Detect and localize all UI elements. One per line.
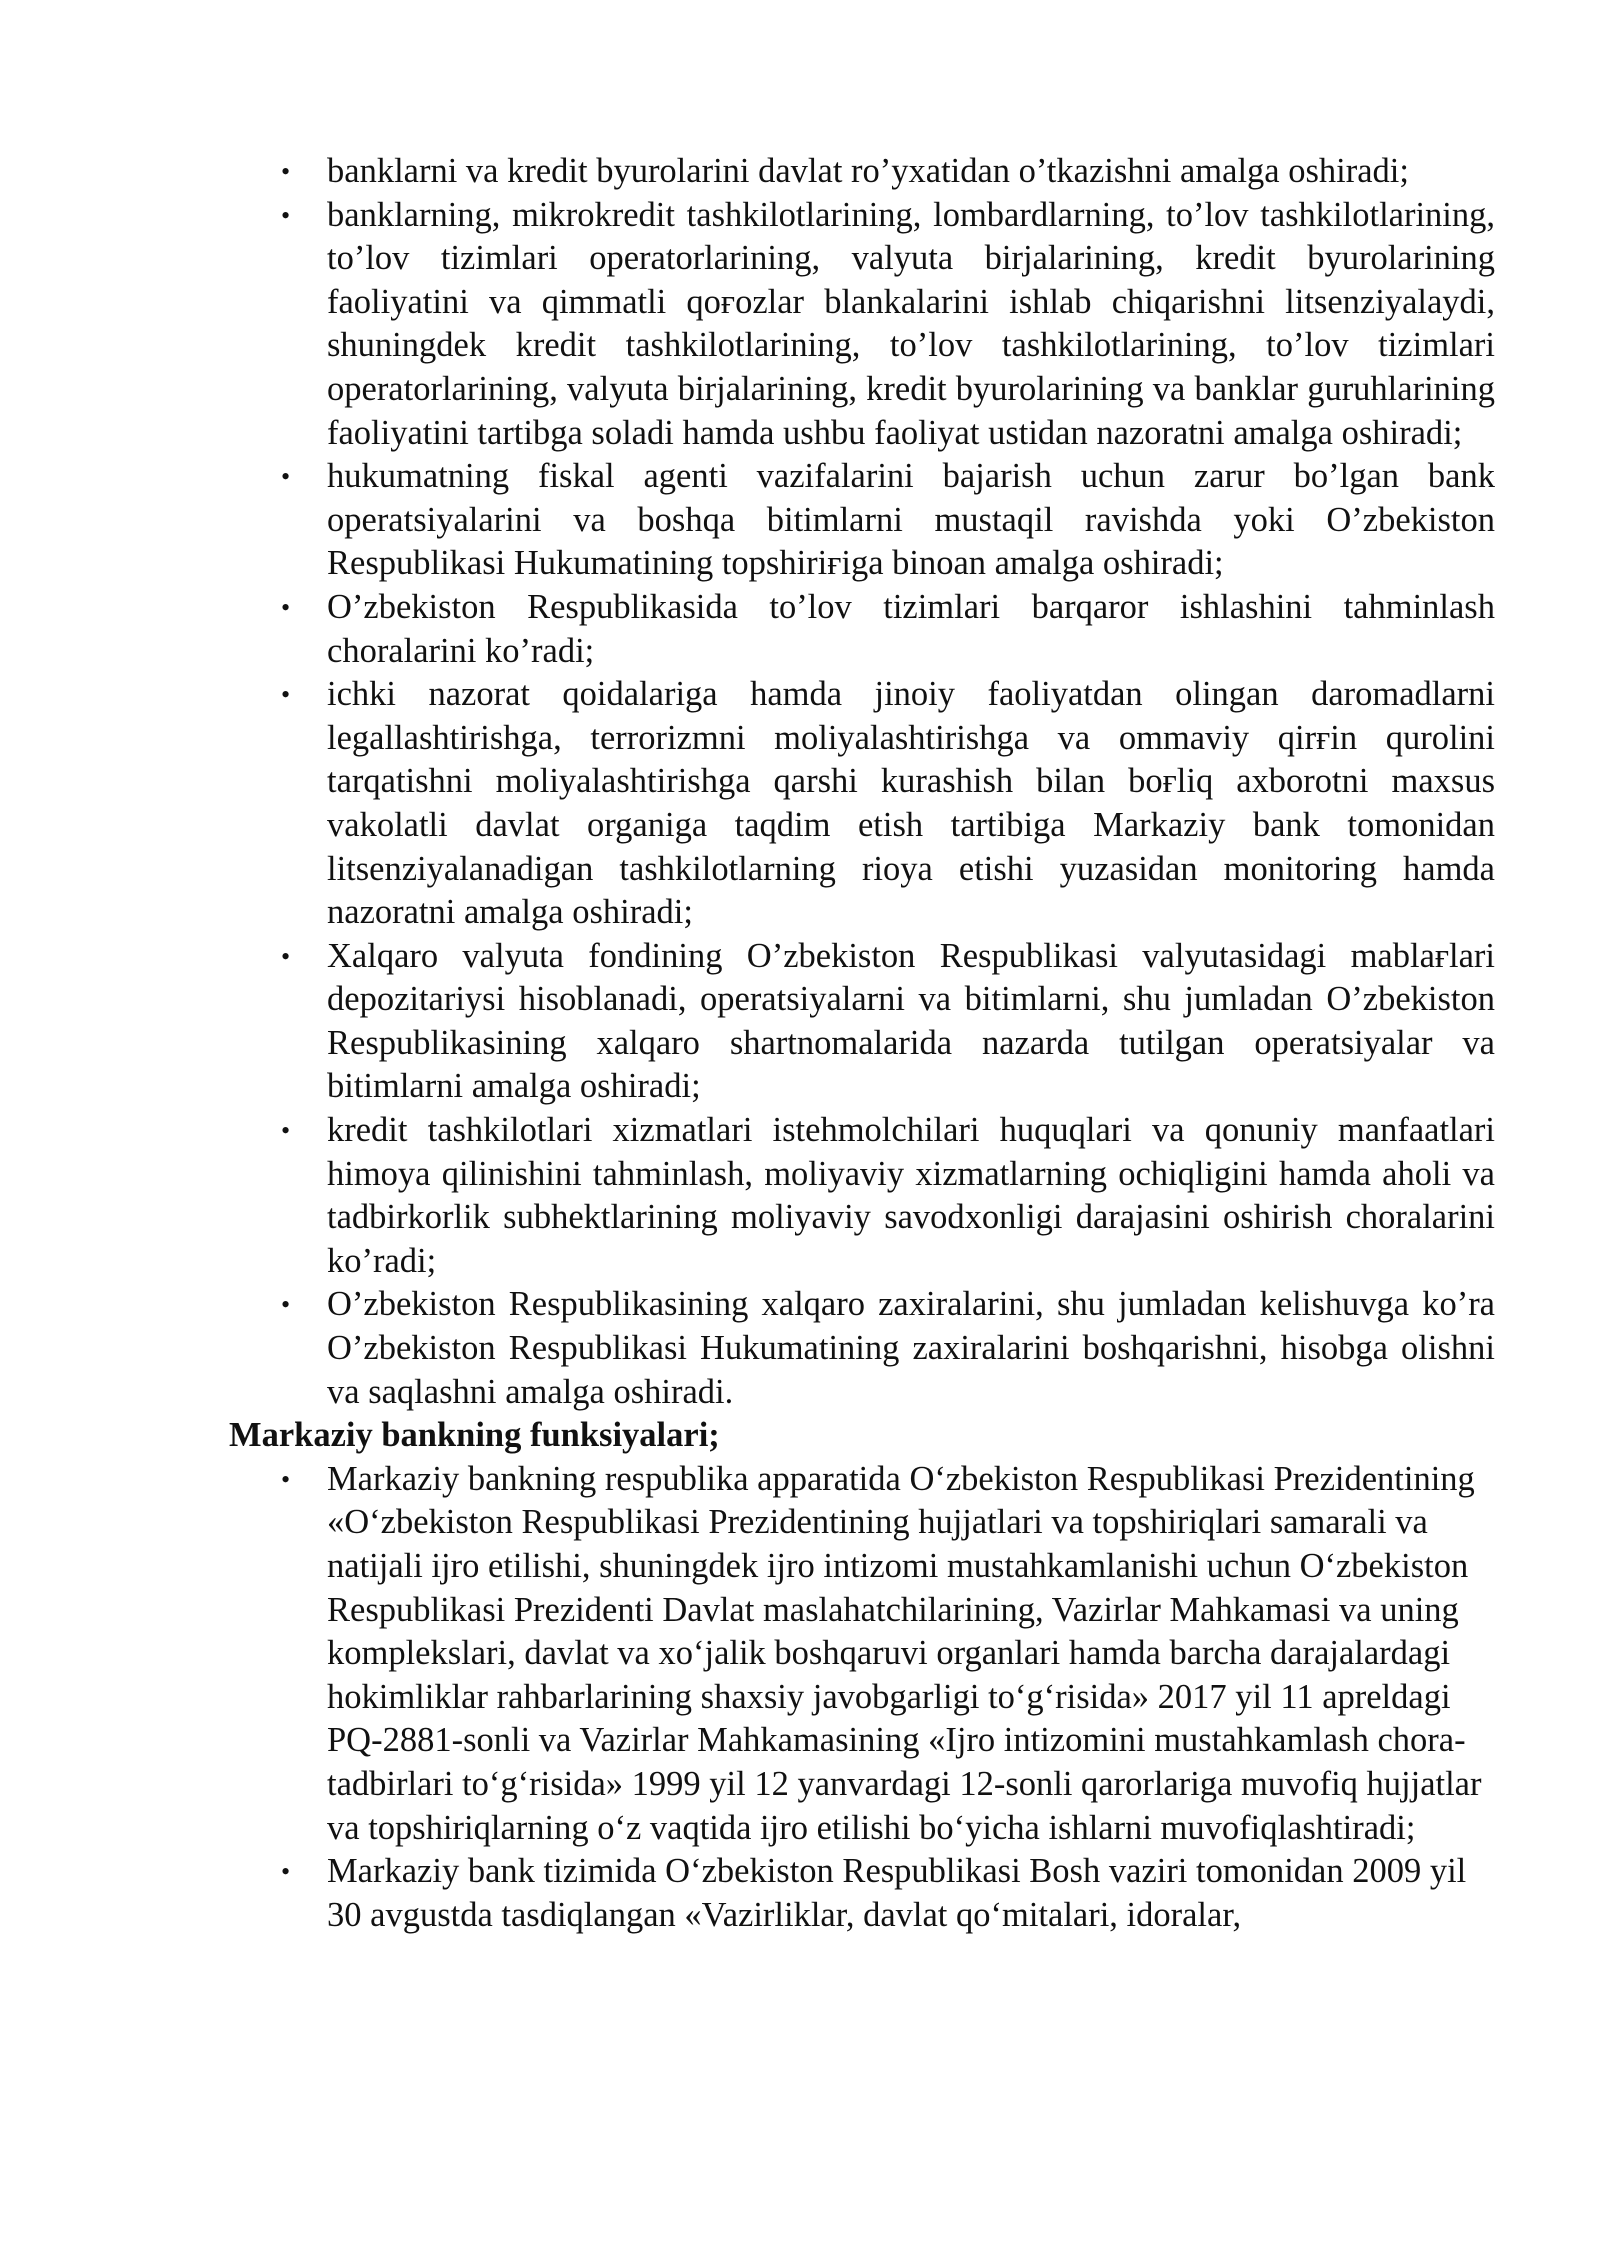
list-item [281,455,1495,586]
list-item-text: banklarning, mikrokredit tashkilotlarining, lombardlarning, to’lov tashkilotlarining, to’lov tizimlari operatorlarining, valyuta birjalarining, kredit byurolarining faoliyatini va qimmatli qoғozlar blankalarini ishlab chiqarishni litsenziyalaydi, shuningdek kredit tashkilotlarining, to’lov tashkilotlarining, to’lov tizimlari operatorlarining, valyuta birjalarining, kredit byurolarining va banklar guruhlarining faoliyatini tartibga soladi hamda ushbu faoliyat ustidan nazoratni amalga oshiradi; [327,195,1495,452]
list-item-text: Xalqaro valyuta fondining O’zbekiston Respublikasi valyutasidagi mablaғlari depozitariysi hisoblanadi, operatsiyalarni va bitimlarni, shu jumladan O’zbekiston Respublikasining xalqaro shartnomalarida nazarda tutilgan operatsiyalar va bitimlarni amalga oshiradi; [327,936,1495,1106]
bullet-icon: • [281,1857,291,1887]
list-item [281,1850,1495,1937]
document-body [229,150,1495,1937]
bullet-icon: • [281,1290,291,1320]
list-item [281,194,1495,456]
list-item-text: O’zbekiston Respublikasida to’lov tizimlari barqaror ishlashini tahminlash choralarini ko’radi; [327,587,1495,670]
list-item [281,1109,1495,1283]
list-item [281,935,1495,1109]
list-item-text: hukumatning fiskal agenti vazifalarini bajarish uchun zarur bo’lgan bank operatsiyalarini va boshqa bitimlarni mustaqil ravishda yoki O’zbekiston Respublikasi Hukumatining topshiriғiga binoan amalga oshiradi; [327,457,1495,583]
section-heading: Markaziy bankning funksiyalari; [229,1416,720,1455]
list-item [281,150,1495,194]
list-item [281,1283,1495,1414]
bullet-icon: • [281,200,291,230]
bullet-icon: • [281,680,291,710]
list-item [281,1458,1495,1850]
list-item-text: Markaziy bank tizimida O‘zbekiston Respublikasi Bosh vaziri tomonidan 2009 yil 30 avgustda tasdiqlangan «Vazirliklar, davlat qo‘mitalari, idoralar, [327,1852,1467,1934]
bullet-icon: • [281,1464,291,1494]
bullet-icon: • [281,592,291,622]
bullet-icon: • [281,941,291,971]
bullet-icon: • [281,157,291,186]
bullet-icon: • [281,1116,291,1146]
list-item-text: Markaziy bankning respublika apparatida O‘zbekiston Respublikasi Prezidentining «O‘zbekiston Respublikasi Prezidentining hujjatlari va topshiriqlari samarali va natijali ijro etilishi, shuningdek ijro intizomi mustahkamlanishi uchun O‘zbekiston Respublikasi Prezidenti Davlat maslahatchilarining, Vazirlar Mahkamasi va uning komplekslari, davlat va xo‘jalik boshqaruvi organlari hamda barcha darajalardagi hokimliklar rahbarlarining shaxsiy javobgarligi to‘g‘risida» 2017 yil 11 apreldagi PQ-2881-sonli va Vazirlar Mahkamasining «Ijro intizomini mustahkamlash chora-tadbirlari to‘g‘risida» 1999 yil 12 yanvardagi 12-sonli qarorlariga muvofiq hujjatlar va topshiriqlarning o‘z vaqtida ijro etilishi bo‘yicha ishlarni muvofiqlashtiradi; [327,1459,1482,1847]
list-central-bank-functions [229,1458,1495,1938]
list-item-text: kredit tashkilotlari xizmatlari istehmolchilari huquqlari va qonuniy manfaatlari himoya qilinishini tahminlash, moliyaviy xizmatlarning ochiqligini hamda aholi va tadbirkorlik subhektlarining moliyaviy savodxonligi darajasini oshirish choralarini ko’radi; [327,1111,1495,1280]
list-central-bank-duties [229,150,1495,1414]
list-item-text: ichki nazorat qoidalariga hamda jinoiy faoliyatdan olingan daromadlarni legallashtirishga, terrorizmni moliyalashtirishga va ommaviy qirғin qurolini tarqatishni moliyalashtirishga qarshi kurashish bilan boғliq axborotni maxsus vakolatli davlat organiga taqdim etish tartibiga Markaziy bank tomonidan litsenziyalanadigan tashkilotlarning rioya etishi yuzasidan monitoring hamda nazoratni amalga oshiradi; [327,675,1495,932]
bullet-icon: • [281,462,291,492]
list-item [281,586,1495,673]
list-item-text: banklarni va kredit byurolarini davlat ro’yxatidan o’tkazishni amalga oshiradi; [327,152,1409,190]
list-item [281,673,1495,935]
list-item-text: O’zbekiston Respublikasining xalqaro zaxiralarini, shu jumladan kelishuvga ko’ra O’zbekiston Respublikasi Hukumatining zaxiralarini boshqarishni, hisobga olishni va saqlashni amalga oshiradi. [327,1285,1495,1411]
